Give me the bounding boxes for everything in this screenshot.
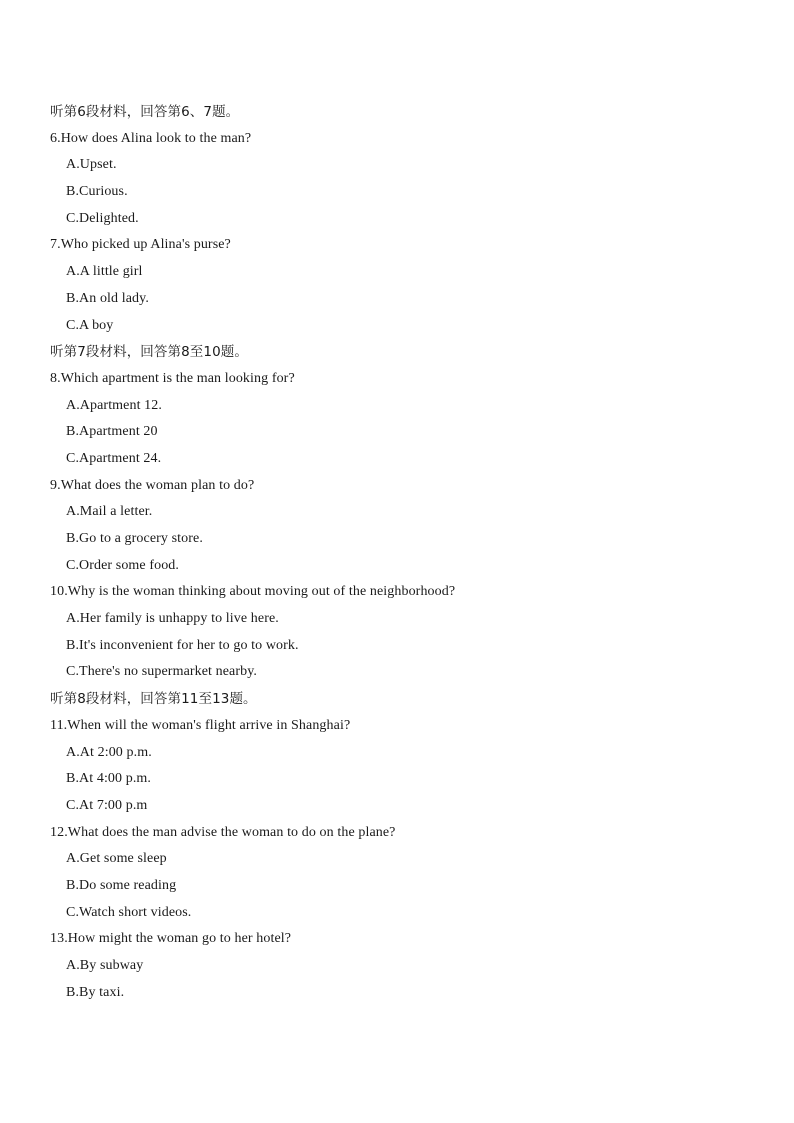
answer-option: A.Get some sleep [66,851,167,867]
answer-option: B.By taxi. [66,984,125,1000]
exam-page [0,99,794,1006]
answer-option: A.A little girl [66,264,143,280]
answer-option: C.At 7:00 p.m [66,797,148,813]
answer-option: B.Go to a grocery store. [66,531,203,546]
question-text: 11.When will the woman's flight arrive in Shanghai? [50,717,351,733]
answer-option: A.At 2:00 p.m. [66,744,152,760]
section-heading: 听第8段材料，回答第11至13题。 [50,691,257,708]
answer-option: B.Curious. [66,184,128,200]
answer-option: B.An old lady. [66,290,149,306]
section-heading: 听第6段材料，回答第6、7题。 [50,104,240,120]
question-text: 6.How does Alina look to the man? [50,130,252,146]
answer-option: A.Mail a letter. [66,504,153,520]
answer-option: B.It's inconvenient for her to go to work. [66,637,299,653]
answer-option: C.Delighted. [66,210,139,226]
answer-option: B.Do some reading [66,877,177,893]
answer-option: A.Upset. [66,157,117,173]
question-text: 13.How might the woman go to her hotel? [50,931,292,947]
question-text: 9.What does the woman plan to do? [50,477,255,493]
answer-option: A.Her family is unhappy to live here. [66,611,279,627]
question-text: 8.Which apartment is the man looking for? [50,370,295,386]
question-text: 7.Who picked up Alina's purse? [50,237,231,253]
answer-option: A.Apartment 12. [66,397,162,413]
answer-option: C.There's no supermarket nearby. [66,664,258,680]
answer-option: C.Apartment 24. [66,450,162,466]
answer-option: C.A boy [66,317,114,333]
answer-option: C.Order some food. [66,557,180,573]
answer-option: A.By subway [66,958,144,973]
section-heading: 听第7段材料，回答第8至10题。 [50,344,248,361]
question-text: 12.What does the man advise the woman to do on the plane? [50,824,396,840]
answer-option: C.Watch short videos. [66,904,192,920]
question-text: 10.Why is the woman thinking about moving out of the neighborhood? [50,584,456,600]
answer-option: B.Apartment 20 [66,424,158,440]
answer-option: B.At 4:00 p.m. [66,771,152,787]
